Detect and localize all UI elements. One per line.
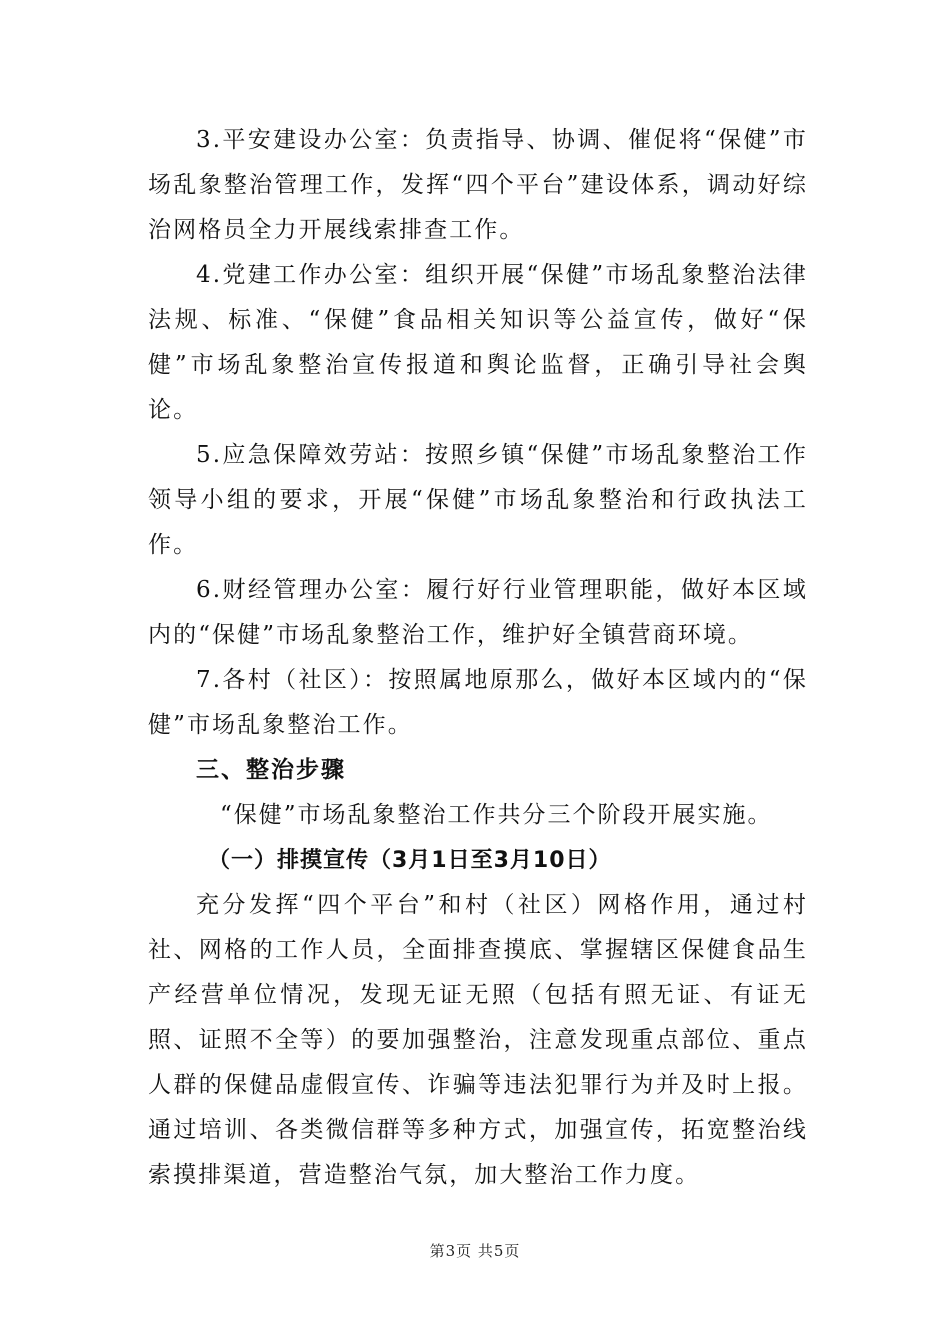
subsection-body: 充分发挥“四个平台”和村（社区）网格作用，通过村社、网格的工作人员，全面排查摸底、掌握辖区保健食品生产经营单位情况，发现无证无照（包括有照无证、有证无照、证照不全等）的要加强整治，注意发现重点部位、重点人群的保健品虚假宣传、诈骗等违法犯罪行为并及时上报。通过培训、各类微信群等多种方式，加强宣传，拓宽整治线索摸排渠道，营造整治气氛，加大整治工作力度。 [148,892,808,1188]
paragraph-item-5: 5.应急保障效劳站：按照乡镇“保健”市场乱象整治工作领导小组的要求，开展“保健”市场乱象整治和行政执法工作。 [148,442,808,558]
page-number-footer: 第3页 共5页 [429,1242,521,1260]
section-heading: 三、整治步骤 [196,757,346,783]
subsection-heading: （一）排摸宣传（3月1日至3月10日） [208,848,612,873]
section-intro: “保健”市场乱象整治工作共分三个阶段开展实施。 [220,802,773,828]
paragraph-item-7: 7.各村（社区）：按照属地原那么，做好本区域内的“保健”市场乱象整治工作。 [148,667,808,738]
paragraph-item-4: 4.党建工作办公室：组织开展“保健”市场乱象整治法律法规、标准、“保健”食品相关知识等公益宣传，做好“保健”市场乱象整治宣传报道和舆论监督，正确引导社会舆论。 [148,262,808,423]
document-body [148,118,808,1198]
paragraph-item-3: 3.平安建设办公室：负责指导、协调、催促将“保健”市场乱象整治管理工作，发挥“四个平台”建设体系，调动好综治网格员全力开展线索排查工作。 [148,127,808,243]
paragraph-item-6: 6.财经管理办公室：履行好行业管理职能，做好本区域内的“保健”市场乱象整治工作，维护好全镇营商环境。 [148,577,808,648]
